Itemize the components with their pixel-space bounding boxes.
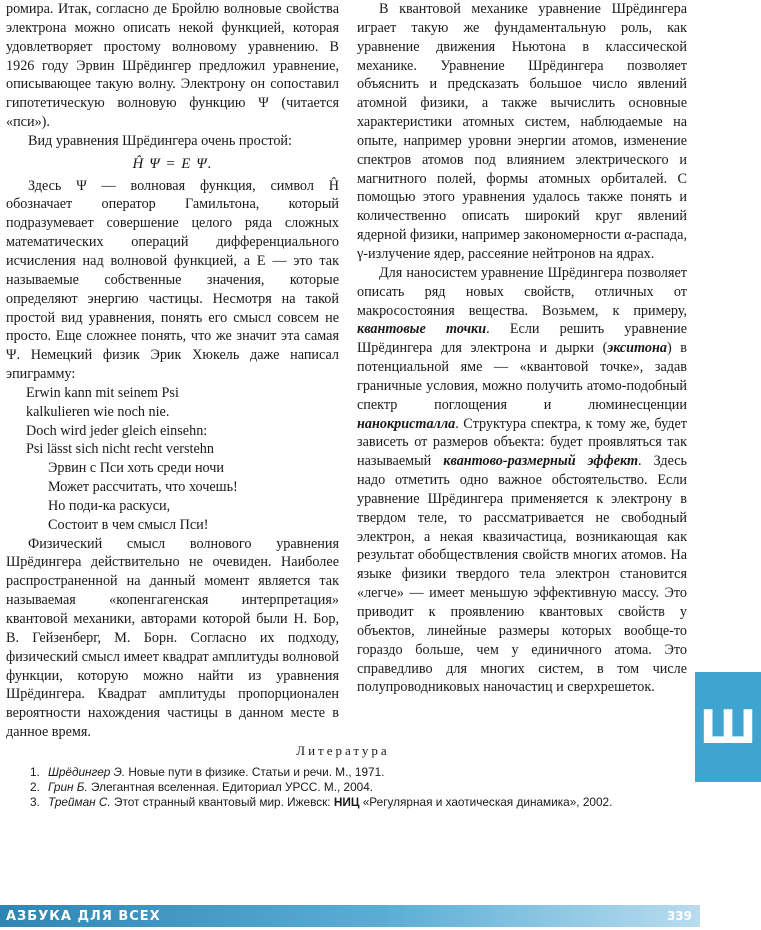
left-column [6, 0, 339, 742]
text-run: ) в потенциальной яме — «квантовой точке», задав граничные условия, можно получить атомо-подобный спектр поглощения и люминесценции [357, 340, 687, 413]
schrodinger-formula: Ĥ Ψ = E Ψ. [132, 155, 213, 172]
literature-title: Литература [296, 743, 390, 758]
page-number: 339 [666, 909, 692, 923]
item-publisher: НИЦ [333, 795, 360, 809]
paragraph: ромира. Итак, согласно де Бройлю волновые свойства электрона можно описать некой функцией, которая удовлетворяет простому волновому уравнению. В 1926 году Эрвин Шрёдингер предложил уравнение, описывающее такую волну. Электрону он сопоставил гипотетическую волновую функцию Ψ (читается «пси»). [6, 1, 339, 131]
alphabet-tab [695, 672, 761, 782]
epigram-line: Doch wird jeder gleich einsehn: [26, 422, 208, 439]
epigram-line: Эрвин с Пси хоть среди ночи [48, 460, 224, 477]
item-author: Шрёдингер Э. [48, 765, 126, 779]
item-text [48, 765, 690, 780]
epigram-line: Erwin kann mit seinem Psi [26, 384, 179, 401]
item-author: Трейман С. [48, 795, 111, 809]
item-title: Этот странный квантовый мир. Ижевск: [110, 795, 334, 809]
term-exciton: экситона [607, 340, 667, 357]
literature-item [30, 795, 690, 810]
epigram-line: Psi lässt sich nicht recht verstehn [26, 441, 214, 458]
item-title-rest: «Регулярная и хаотическая динамика», 2002. [359, 795, 613, 809]
footer-label: АЗБУКА ДЛЯ ВСЕХ [6, 908, 161, 924]
text-run: . Здесь надо отметить одно важное обстоятельство. Если уравнение Шрёдингера применяется к электрону в твердом теле, то рассматривается не свободный электрон, а некая квазичастица, возникающая как результат обобществления свойств многих атомов. На языке физики твердого тела электрон становится «легче» — имеет меньшую эффективную массу. Это приводит к проявлению квантовых свойств у объектов, линейные размеры которых вообще-то гораздо больше, чем у единичного атома. Это справедливо для многих систем, в том числе полупроводниковых наночастиц и сверхрешеток. [357, 453, 687, 696]
term-quantum-dots: квантовые точки [357, 321, 487, 338]
item-text [48, 780, 690, 795]
right-column [357, 0, 687, 697]
paragraph: Вид уравнения Шрёдингера очень простой: [28, 132, 292, 149]
item-number: 1. [30, 765, 40, 779]
item-text [48, 795, 690, 810]
text-run: Для наносистем уравнение Шрёдингера позволяет описать ряд новых свойств, отличных от макросостояния вещества. Возьмем, к примеру, [357, 264, 687, 319]
epigram-german [6, 384, 339, 459]
epigram-line: Но поди-ка раскуси, [48, 497, 171, 514]
item-number: 2. [30, 780, 40, 794]
literature-item [30, 780, 690, 795]
term-nanocrystal: нанокристалла [357, 415, 456, 432]
literature-list [30, 765, 690, 810]
literature-item [30, 765, 690, 780]
epigram-russian [6, 459, 339, 534]
footer-bar [0, 905, 700, 927]
epigram-line: Может рассчитать, что хочешь! [48, 479, 238, 496]
item-author: Грин Б. [48, 780, 88, 794]
item-title: Новые пути в физике. Статьи и речи. М., 1971. [125, 765, 385, 779]
text-run: . Если решить уравнение Шрёдингера для электрона и дырки ( [357, 321, 687, 357]
paragraph: Физический смысл волнового уравнения Шрёдингера действительно не очевиден. Наиболее распространенной на данный момент является так называемая «копенгагенская интерпретация» квантовой механики, авторами которой были Н. Бор, В. Гейзенберг, М. Борн. Согласно их подходу, физический смысл имеет квадрат амплитуды волновой функции, которую можно найти из уравнения Шрёдингера. Квадрат амплитуды пропорционален вероятности нахождения частицы в данном месте в данное время. [6, 535, 339, 741]
item-number: 3. [30, 795, 40, 809]
paragraph: В квантовой механике уравнение Шрёдингера играет такую же фундаментальную роль, как уравнение движения Ньютона в классической механике. Уравнение Шрёдингера позволяет объяснить и предсказать большое число явлений атомной физики, а также вычислить основные характеристики атомных систем, наблюдаемые на опыте, например уровни энергии атомов, изменение спектров атомов под влиянием электрического и магнитного полей, формы атомных орбиталей. С помощью этого уравнения удалось также понять и количественно описать широкий круг явлений ядерной физики, например закономерности α-распада, γ-излучение ядер, рассеяние нейтронов на ядрах. [357, 1, 687, 262]
alphabet-letter: Ш [699, 700, 757, 754]
text-run: . Структура спектра, к тому же, будет зависеть от размеров объекта: будет проявляться так называемый [357, 415, 687, 470]
paragraph: Здесь Ψ — волновая функция, символ Ĥ обозначает оператор Гамильтона, который подразумевает совершение целого ряда сложных математических операций дифференциального исчисления над волновой функцией, а E — это так называемые собственные значения, которые определяют энергию частицы. Несмотря на такой простой вид уравнения, понять его смысл совсем не просто. Еще сложнее понять, что же значит эта самая Ψ. Немецкий физик Эрик Хюкель даже написал эпиграмму: [6, 177, 339, 383]
item-title: Элегантная вселенная. Едиториал УРСС. М., 2004. [87, 780, 374, 794]
epigram-line: kalkulieren wie noch nie. [26, 403, 170, 420]
term-quantum-size-effect: квантово-размерный эффект [443, 453, 639, 470]
epigram-line: Состоит в чем смысл Пси! [48, 516, 209, 533]
paragraph [357, 264, 687, 697]
